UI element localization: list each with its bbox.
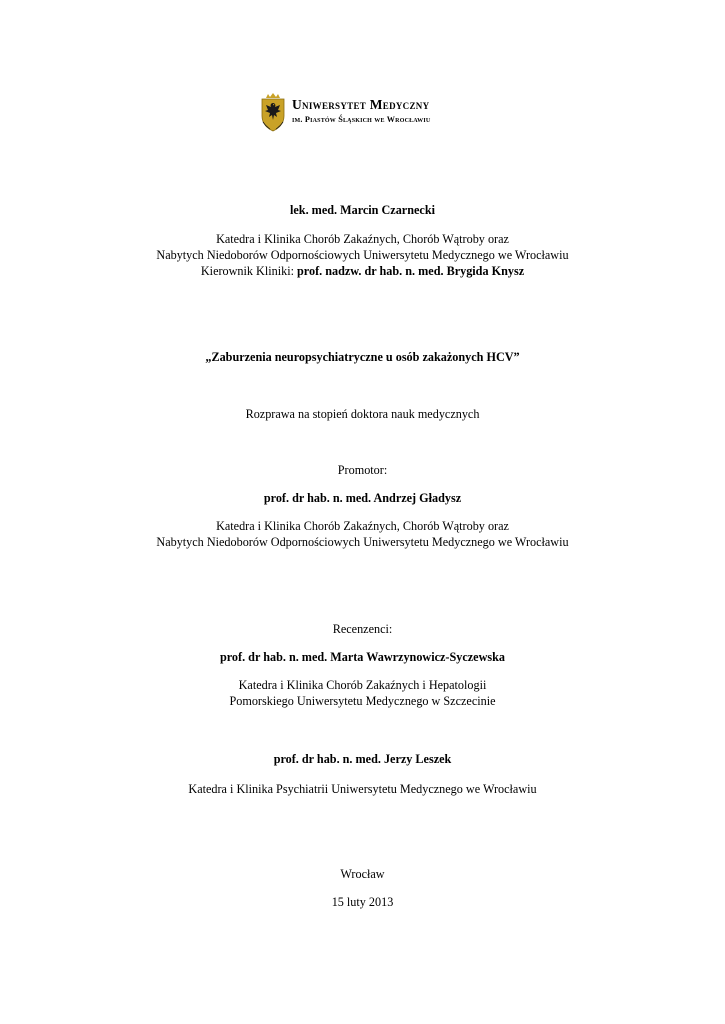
reviewer-2-name: prof. dr hab. n. med. Jerzy Leszek xyxy=(273,752,452,766)
author-name: lek. med. Marcin Czarnecki xyxy=(290,203,435,217)
department-line-1: Katedra i Klinika Chorób Zakaźnych, Chorób Wątroby oraz xyxy=(216,232,509,246)
thesis-title: „Zaburzenia neuropsychiatryczne u osób zakażonych HCV” xyxy=(205,350,520,364)
reviewer-1-affiliation-line-1: Katedra i Klinika Chorób Zakaźnych i Hepatologii xyxy=(238,678,487,692)
promotor-affiliation-line-1: Katedra i Klinika Chorób Zakaźnych, Chorób Wątroby oraz xyxy=(216,519,509,533)
promotor-affiliation-line-2: Nabytych Niedoborów Odpornościowych Uniwersytetu Medycznego we Wrocławiu xyxy=(156,535,569,549)
clinic-head-label: Kierownik Kliniki: xyxy=(200,264,298,278)
logo-university-name: Uniwersytet Medyczny xyxy=(292,97,430,112)
place: Wrocław xyxy=(340,867,385,881)
promotor-name: prof. dr hab. n. med. Andrzej Gładysz xyxy=(263,491,462,505)
department-line-2: Nabytych Niedoborów Odpornościowych Uniwersytetu Medycznego we Wrocławiu xyxy=(156,248,569,262)
reviewer-1-affiliation-line-2: Pomorskiego Uniwersytetu Medycznego w Szczecinie xyxy=(229,694,496,708)
university-logo xyxy=(259,92,479,134)
clinic-head-name: prof. nadzw. dr hab. n. med. Brygida Knysz xyxy=(297,264,525,278)
thesis-type: Rozprawa na stopień doktora nauk medycznych xyxy=(245,407,480,421)
promotor-label: Promotor: xyxy=(337,463,388,477)
date: 15 luty 2013 xyxy=(331,895,394,909)
clinic-head xyxy=(0,264,725,279)
reviewers-label: Recenzenci: xyxy=(332,622,393,636)
reviewer-2-affiliation-line-1: Katedra i Klinika Psychiatrii Uniwersytetu Medycznego we Wrocławiu xyxy=(188,782,537,796)
logo-university-subtitle: im. Piastów Śląskich we Wrocławiu xyxy=(292,115,431,124)
reviewer-1-name: prof. dr hab. n. med. Marta Wawrzynowicz-Syczewska xyxy=(219,650,506,664)
eagle-crest-icon xyxy=(259,92,287,132)
